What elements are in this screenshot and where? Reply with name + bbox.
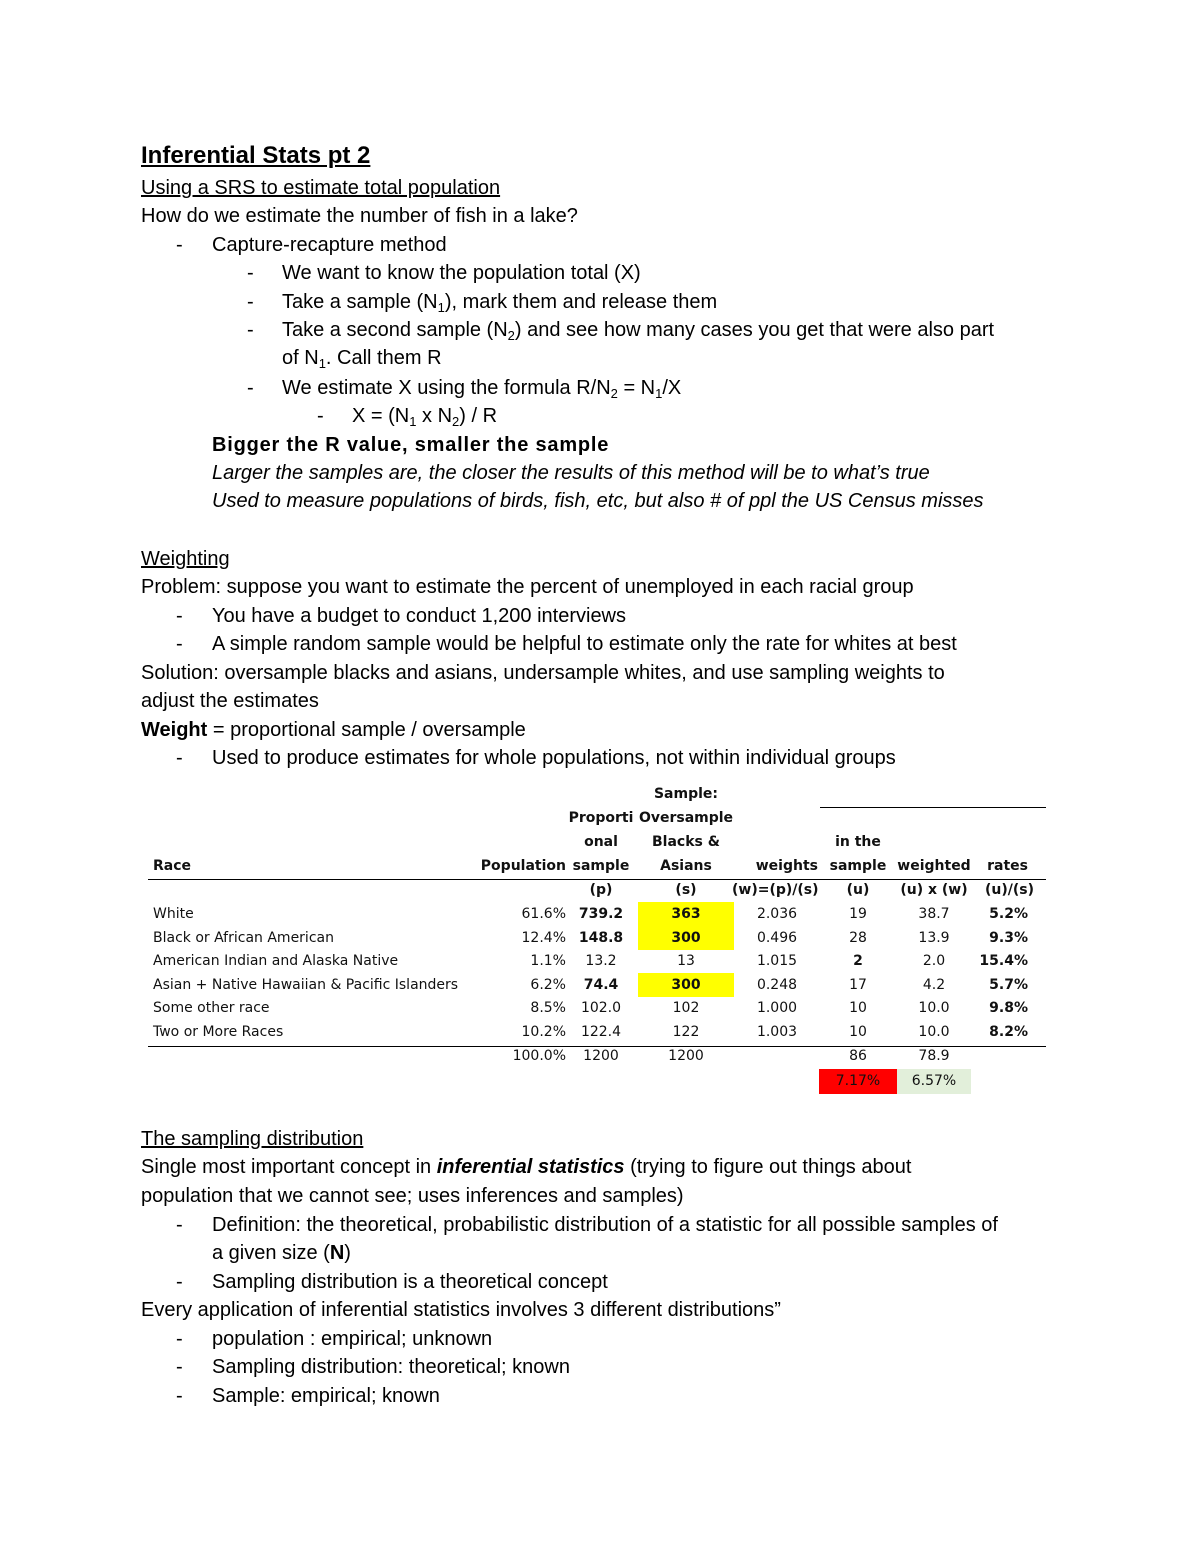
cell-population: 10.2%: [521, 1024, 566, 1040]
list-item: A simple random sample would be helpful to estimate only the rate for whites at best: [212, 633, 957, 655]
total-proportional: 1200: [583, 1048, 619, 1064]
cell-weighted: 38.7: [918, 906, 950, 922]
cell-oversample: 13: [677, 953, 695, 969]
list-item: Take a second sample $(N_2)$ and see how many cases you get that were also part: [282, 319, 995, 343]
bullet-dash: -: [176, 605, 183, 627]
header-in-the-sample: sample: [829, 858, 887, 874]
cell-oversample: 122: [672, 1024, 700, 1040]
header-oversample: Sample:: [653, 786, 719, 802]
bullet-dash: -: [247, 262, 254, 284]
bullet-dash: -: [176, 747, 183, 769]
bullet-dash: -: [176, 234, 183, 256]
cell-race: American Indian and Alaska Native: [153, 953, 399, 969]
cell-weight: 1.000: [756, 1000, 798, 1016]
header-race: Race: [153, 858, 192, 874]
list-item: We want to know the population total (X): [282, 262, 641, 284]
cell-rate: 15.4%: [979, 953, 1028, 969]
cell-proportional: 13.2: [585, 953, 617, 969]
bullet-dash: -: [176, 633, 183, 655]
bullet-dash: -: [176, 1328, 183, 1350]
cell-in-sample: 19: [849, 906, 867, 922]
header-population: Population: [480, 858, 566, 874]
cell-oversample: 300: [671, 930, 701, 946]
cell-weighted: 2.0: [922, 953, 946, 969]
page-title: Inferential Stats pt 2: [141, 142, 371, 169]
italic-note: Used to measure populations of birds, fish, etc, but also # of ppl the US Census misses: [212, 490, 984, 512]
cell-rate: 5.7%: [989, 977, 1028, 993]
subheader-s: (s): [675, 882, 697, 898]
cell-weight: 1.015: [756, 953, 798, 969]
question-text: How do we estimate the number of fish in a lake?: [141, 205, 578, 227]
bullet-dash: -: [247, 291, 254, 313]
cell-in-sample: 2: [853, 953, 863, 969]
solution-text-continued: adjust the estimates: [141, 690, 319, 712]
concept-text: Single most important concept in inferential statistics (trying to figure out things about: [141, 1156, 912, 1178]
cell-population: 61.6%: [521, 906, 566, 922]
subheader-u: (u): [846, 882, 870, 898]
cell-rate: 8.2%: [989, 1024, 1028, 1040]
bullet-dash: -: [317, 405, 324, 427]
cell-race: Asian + Native Hawaiian & Pacific Islanders: [153, 977, 459, 993]
cell-proportional: 122.4: [580, 1024, 622, 1040]
cell-weighted: 4.2: [922, 977, 946, 993]
header-weights: weights: [755, 858, 818, 874]
every-application-text: Every application of inferential statistics involves 3 different distributions”: [141, 1299, 781, 1321]
list-item: Sampling distribution is a theoretical concept: [212, 1271, 608, 1293]
total-oversample: 1200: [668, 1048, 704, 1064]
section-heading-sampling-distribution: The sampling distribution: [141, 1128, 364, 1150]
cell-rate: 9.3%: [989, 930, 1028, 946]
header-oversample: Oversample: [638, 810, 734, 826]
list-item: Take a sample $(N_1)$, mark them and release them: [282, 291, 718, 315]
bullet-dash: -: [176, 1385, 183, 1407]
header-oversample: Blacks &: [652, 834, 720, 850]
cell-race: Some other race: [153, 1000, 270, 1016]
cell-race: White: [153, 906, 194, 922]
cell-weighted: 10.0: [918, 1024, 950, 1040]
solution-text: Solution: oversample blacks and asians, undersample whites, and use sampling weights to: [141, 662, 945, 684]
cell-rate: 5.2%: [989, 906, 1028, 922]
header-rates: rates: [987, 858, 1028, 874]
header-top-rule: [820, 807, 1046, 808]
total-in-sample: 86: [849, 1048, 867, 1064]
cell-weighted: 13.9: [918, 930, 950, 946]
cell-rate: 9.8%: [989, 1000, 1028, 1016]
cell-oversample: 363: [671, 906, 701, 922]
method-item: Capture-recapture method: [212, 234, 447, 256]
list-item: You have a budget to conduct 1,200 interviews: [212, 605, 627, 627]
list-item-continued: of $N_1$. Call them R: [282, 347, 442, 371]
cell-in-sample: 28: [849, 930, 867, 946]
total-population: 100.0%: [512, 1048, 566, 1064]
header-weighted: weighted: [897, 858, 971, 874]
cell-oversample: 300: [671, 977, 701, 993]
weight-definition: Weight = proportional sample / oversample: [141, 719, 526, 741]
cell-population: 12.4%: [521, 930, 566, 946]
cell-oversample: 102: [672, 1000, 700, 1016]
list-item: Sampling distribution: theoretical; known: [212, 1356, 570, 1378]
bullet-dash: -: [247, 319, 254, 341]
list-item: Sample: empirical; known: [212, 1385, 440, 1407]
section-heading-srs: Using a SRS to estimate total population: [141, 177, 501, 199]
cell-in-sample: 10: [849, 1024, 867, 1040]
total-weighted: 78.9: [918, 1048, 950, 1064]
header-proportional: sample: [572, 858, 630, 874]
cell-population: 8.5%: [530, 1000, 566, 1016]
cell-in-sample: 17: [849, 977, 867, 993]
list-item: Used to produce estimates for whole populations, not within individual groups: [212, 747, 896, 769]
cell-weight: 2.036: [756, 906, 798, 922]
cell-in-sample: 10: [849, 1000, 867, 1016]
list-item-continued: a given size (N): [212, 1242, 351, 1264]
cell-proportional: 74.4: [583, 977, 619, 993]
cell-race: Two or More Races: [153, 1024, 284, 1040]
bullet-dash: -: [176, 1214, 183, 1236]
section-heading-weighting: Weighting: [141, 548, 230, 570]
cell-weight: 0.496: [756, 930, 798, 946]
cell-proportional: 102.0: [580, 1000, 622, 1016]
cell-weight: 0.248: [756, 977, 798, 993]
list-item: population : empirical; unknown: [212, 1328, 493, 1350]
cell-weight: 1.003: [756, 1024, 798, 1040]
cell-weighted: 10.0: [918, 1000, 950, 1016]
cell-proportional: 739.2: [578, 906, 624, 922]
weighted-rate: 6.57%: [911, 1073, 957, 1089]
bullet-dash: -: [176, 1356, 183, 1378]
subheader-us: (u)/(s): [984, 882, 1034, 898]
problem-text: Problem: suppose you want to estimate the percent of unemployed in each racial group: [141, 576, 914, 598]
bullet-dash: -: [176, 1271, 183, 1293]
unweighted-rate: 7.17%: [835, 1073, 881, 1089]
bold-note: Bigger the R value, smaller the sample: [212, 434, 610, 456]
formula-item: We estimate X using the formula $R/N_2 = N_1/X$: [282, 377, 682, 401]
subheader-p: (p): [589, 882, 613, 898]
formula-solved: $X = (N_1$ x $N_2$) / R: [352, 405, 498, 429]
cell-population: 6.2%: [530, 977, 566, 993]
weighting-table: [148, 782, 1048, 1098]
bullet-dash: -: [247, 377, 254, 399]
header-oversample: Asians: [660, 858, 712, 874]
subheader-uw: (u) x (w): [900, 882, 968, 898]
cell-population: 1.1%: [530, 953, 566, 969]
cell-race: Black or African American: [153, 930, 334, 946]
header-proportional: onal: [584, 834, 618, 850]
concept-text-continued: population that we cannot see; uses inferences and samples): [141, 1185, 684, 1207]
list-item: Definition: the theoretical, probabilistic distribution of a statistic for all possible samples of: [212, 1214, 998, 1236]
subheader-w: (w)=(p)/(s): [732, 882, 819, 898]
header-proportional: Proporti: [568, 810, 634, 826]
cell-proportional: 148.8: [578, 930, 624, 946]
header-in-the-sample: in the: [835, 834, 881, 850]
italic-note: Larger the samples are, the closer the results of this method will be to what’s true: [212, 462, 930, 484]
